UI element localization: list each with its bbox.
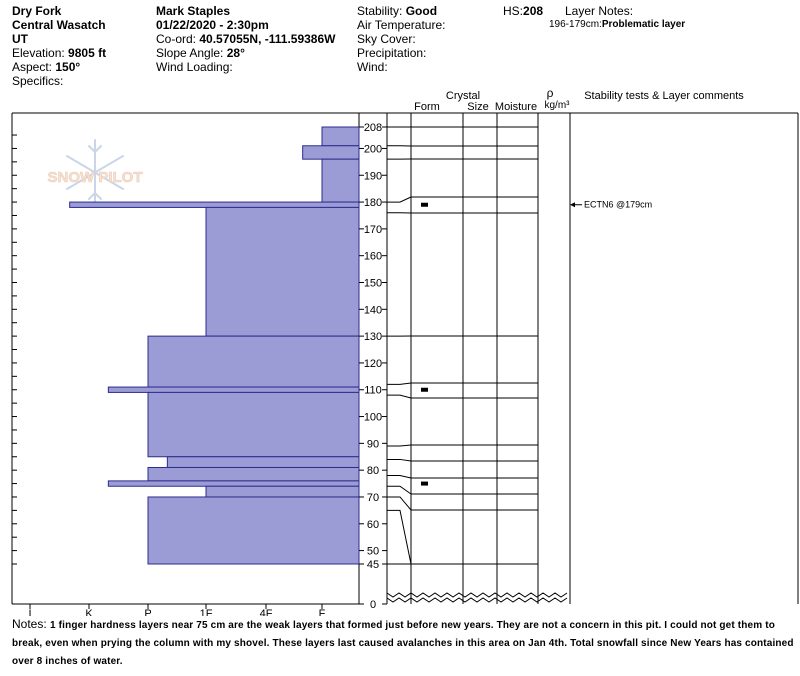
depth-tick-label: 60: [366, 518, 380, 531]
depth-tick-label: 90: [366, 438, 380, 451]
depth-tick-label: 0: [369, 599, 377, 611]
coord-label: Co-ord:: [156, 32, 197, 46]
snowpilot-logo: [48, 140, 143, 205]
observation-datetime: 01/22/2020 - 2:30pm: [156, 18, 269, 32]
grain-connector: [387, 445, 411, 446]
grain-form-marker: [421, 482, 428, 486]
location-name: Dry Fork: [12, 4, 62, 18]
grain-connector: [387, 510, 411, 564]
stability-value: Good: [405, 4, 438, 18]
hardness-bar-9: [148, 467, 359, 480]
hardness-bar-11: [206, 486, 359, 497]
sky-cover-label: Sky Cover:: [357, 32, 416, 46]
axis-break-bottom: [387, 598, 567, 602]
grain-connector: [387, 459, 411, 461]
hardness-tick-label-K: K: [85, 608, 93, 616]
depth-tick-label: 200: [363, 143, 383, 156]
depth-tick-label: 208: [363, 122, 383, 134]
coord-value: 40.57055N, -111.59386W: [199, 32, 336, 46]
hardness-tick-label-4F: 4F: [259, 608, 273, 616]
depth-tick-label: 160: [363, 250, 383, 263]
hardness-tick-label-I: I: [28, 608, 32, 616]
hs-label: HS:: [503, 4, 524, 18]
hardness-tick-label-1F: 1F: [199, 608, 213, 616]
col-header-comments: Stability tests & Layer comments: [584, 90, 744, 102]
notes-text: 1 finger hardness layers near 75 cm are the weak layers that formed just before new years. They are not a concern in this pit. I could not get them to break, even when prying the column with my shovel. These layers last caused avalanches in this area on Jan 4th. Total snowfall since New Years has contained over 8 inches of water.: [12, 620, 794, 667]
slope-label: Slope Angle:: [156, 46, 224, 60]
grain-form-marker: [421, 203, 428, 207]
grain-connector: [387, 197, 411, 202]
grain-connector: [387, 383, 411, 384]
hardness-bar-0: [322, 127, 359, 146]
grain-connector: [387, 486, 411, 494]
air-temperature-label: Air Temperature:: [357, 18, 446, 32]
layer-note-text: Problematic layer: [601, 19, 686, 30]
hardness-bar-7: [148, 392, 359, 456]
hardness-bar-10: [108, 481, 359, 486]
wind-label: Wind:: [357, 60, 388, 74]
hardness-bar-3: [70, 202, 359, 207]
slope-value: 28°: [226, 46, 245, 60]
hardness-bar-2: [322, 159, 359, 202]
depth-tick-label: 100: [363, 411, 383, 424]
depth-tick-label: 50: [366, 545, 380, 558]
hardness-bar-8: [167, 457, 359, 468]
elevation-value: 9805 ft: [68, 46, 107, 60]
depth-tick-label: 140: [363, 304, 383, 317]
precipitation-label: Precipitation:: [357, 46, 427, 60]
stability-label: Stability:: [357, 4, 403, 18]
hardness-tick-label-F: F: [318, 608, 326, 616]
observer-name: Mark Staples: [156, 4, 231, 18]
depth-tick-label: 45: [366, 559, 380, 571]
logo-text: SNOW PILOT: [47, 169, 143, 186]
col-header-crystal: Crystal: [445, 90, 481, 102]
hardness-bar-1: [303, 146, 359, 159]
aspect-value: 150°: [55, 60, 81, 74]
hardness-bar-4: [206, 207, 359, 336]
depth-tick-label: 130: [363, 331, 383, 344]
depth-tick-label: 80: [366, 465, 380, 478]
col-header-form: Form: [414, 101, 440, 113]
hardness-bar-12: [148, 497, 359, 564]
notes-label: Notes:: [12, 617, 47, 631]
mountain-range: Central Wasatch: [12, 18, 106, 32]
wind-loading-label: Wind Loading:: [156, 60, 233, 74]
stability-test-arrowhead: [570, 202, 575, 207]
hardness-bar-6: [108, 387, 359, 392]
elevation-label: Elevation:: [12, 46, 65, 60]
grain-connector: [387, 497, 411, 510]
grain-form-marker: [421, 388, 428, 392]
axis-break-top: [387, 593, 567, 597]
layer-note-range: 196-179cm:: [549, 19, 602, 30]
col-header-moisture: Moisture: [494, 101, 538, 113]
col-header-size: Size: [467, 101, 489, 113]
specifics-label: Specifics:: [12, 74, 64, 88]
depth-tick-label: 170: [363, 223, 383, 236]
hardness-bar-5: [148, 336, 359, 387]
aspect-label: Aspect:: [12, 60, 53, 74]
depth-tick-label: 180: [363, 197, 383, 210]
state: UT: [12, 32, 28, 46]
stability-test-label: ECTN6 @179cm: [584, 199, 653, 210]
depth-tick-label: 190: [363, 170, 383, 183]
depth-tick-label: 120: [363, 357, 383, 370]
layer-notes-label: Layer Notes:: [565, 4, 634, 18]
notes-section: [12, 616, 798, 670]
depth-tick-label: 150: [363, 277, 383, 290]
grain-connector: [387, 395, 411, 398]
depth-tick-label: 70: [366, 491, 380, 504]
hs-value: 208: [523, 4, 544, 18]
col-header-density-unit: kg/m³: [544, 100, 570, 111]
hardness-tick-label-P: P: [144, 608, 152, 616]
depth-tick-label: 110: [364, 384, 382, 397]
grain-connector: [387, 476, 411, 478]
col-header-rho: ρ: [546, 86, 554, 100]
